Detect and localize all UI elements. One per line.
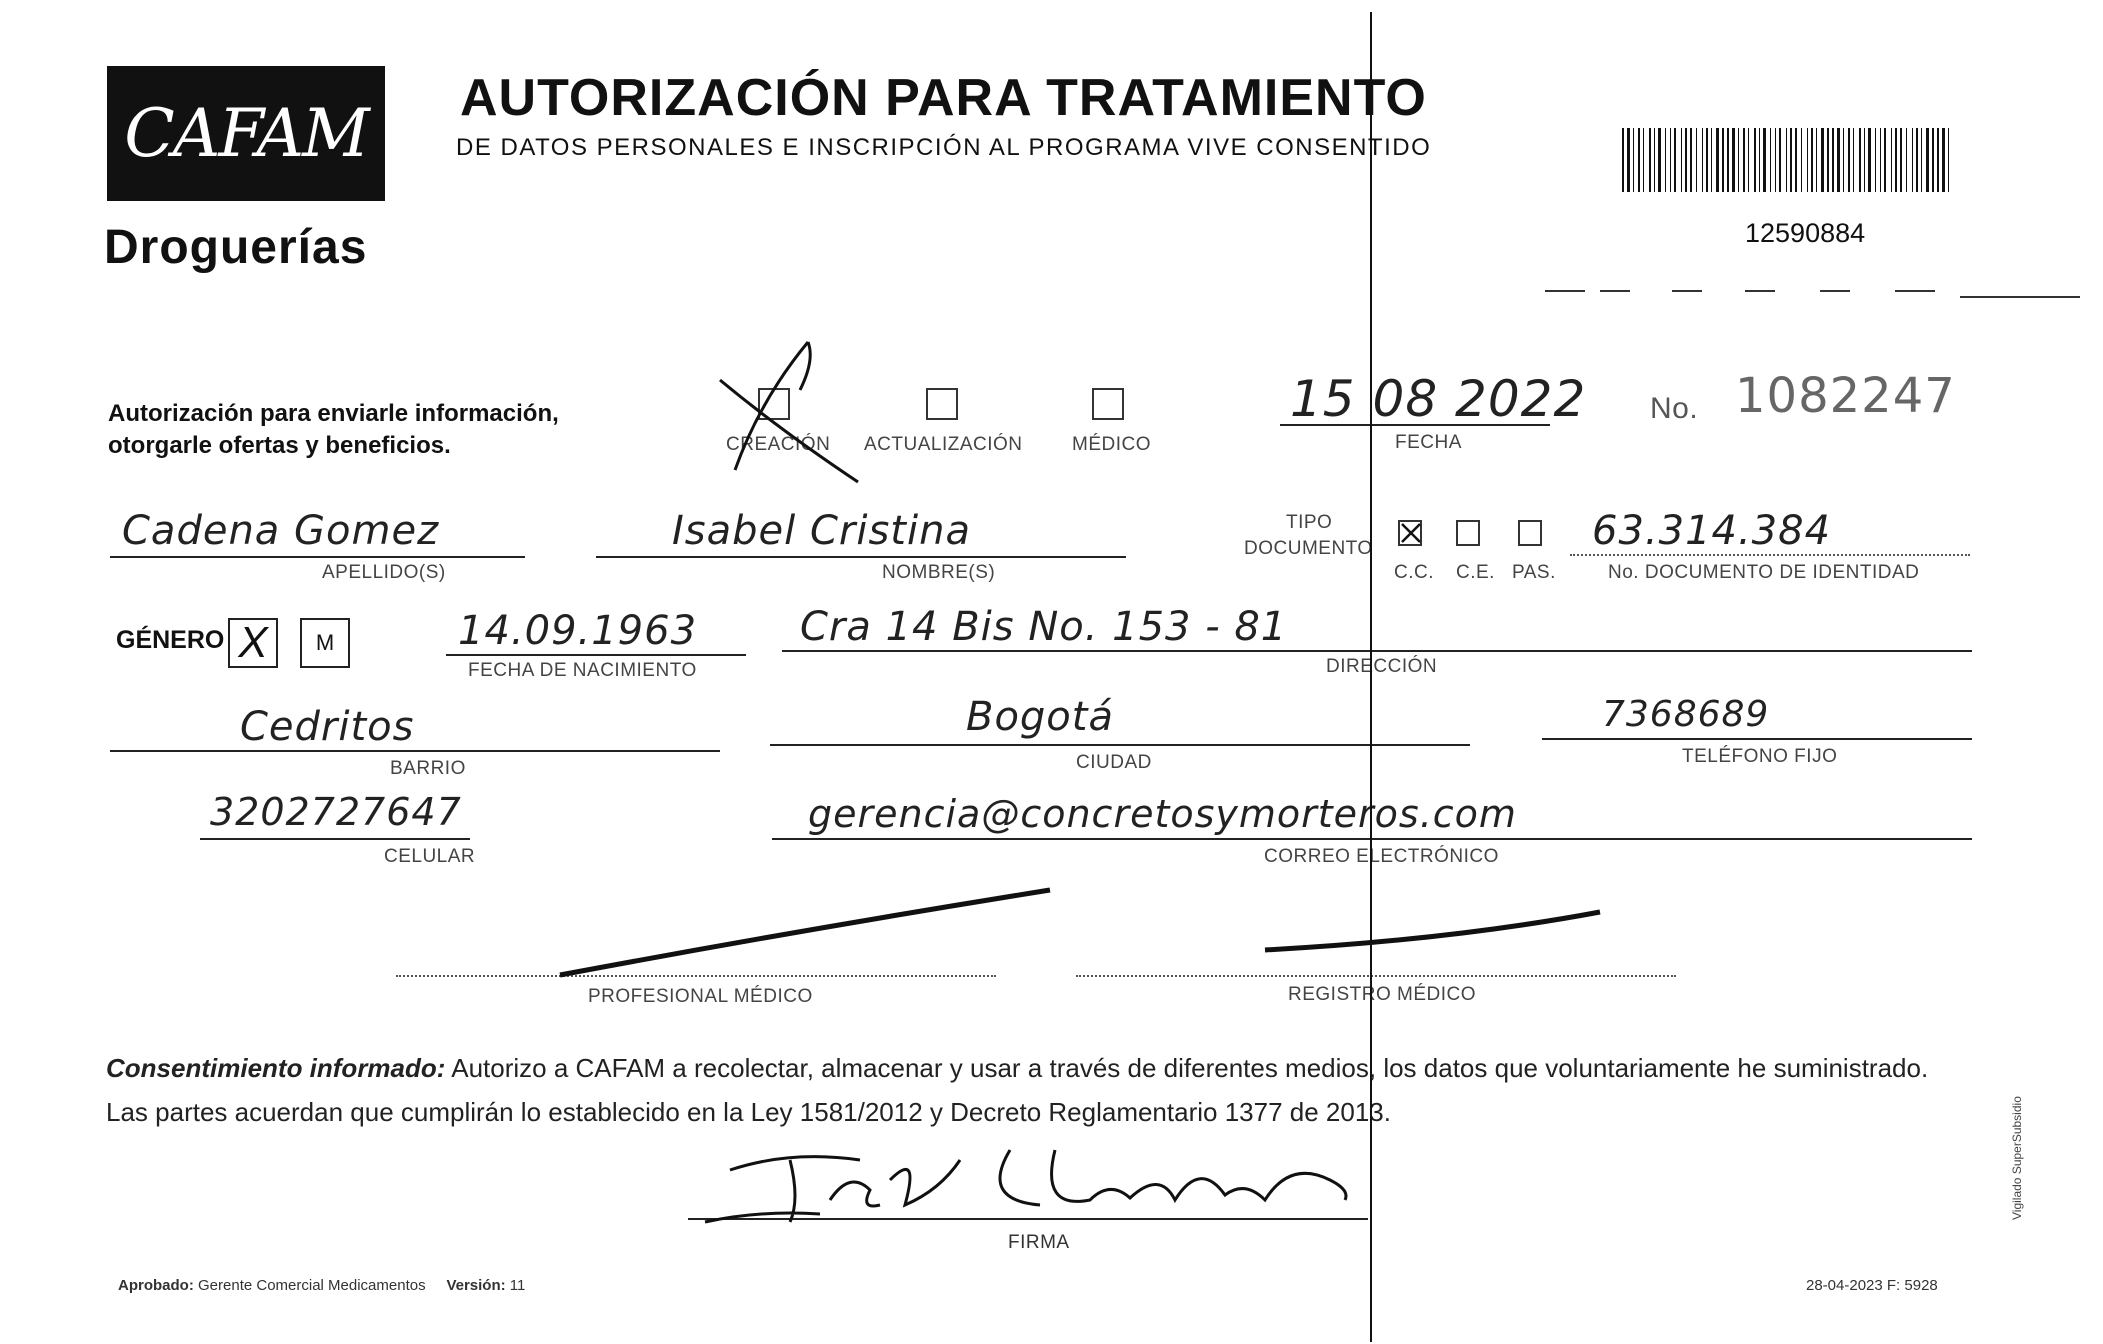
celular-label: CELULAR xyxy=(384,846,476,867)
registro-signature-stroke xyxy=(1265,912,1600,950)
apellidos-label: APELLIDO(S) xyxy=(322,562,446,583)
creacion-cross-stroke-2 xyxy=(735,342,810,470)
version-label: Versión: xyxy=(446,1277,506,1294)
intro-line-2: otorgarle ofertas y beneficios. xyxy=(108,432,451,459)
barrio-value[interactable]: Cedritos xyxy=(240,704,415,750)
consent-text-1: Autorizo a CAFAM a recolectar, almacenar y usar a través de diferentes medios, los datos que voluntariamente he suministrado. xyxy=(445,1053,1929,1083)
genero-m-label: M xyxy=(315,630,335,655)
telefono-value[interactable]: 7368689 xyxy=(1602,694,1770,735)
creacion-label: CREACIÓN xyxy=(726,434,831,455)
barcode-number: 12590884 xyxy=(1745,218,1866,248)
brand-subtitle: Droguerías xyxy=(104,221,368,274)
tipo-doc-label-2: DOCUMENTO xyxy=(1244,538,1373,559)
aprobado-value: Gerente Comercial Medicamentos xyxy=(198,1277,426,1294)
celular-value[interactable]: 3202727647 xyxy=(210,790,462,834)
genero-f-mark: X xyxy=(238,618,268,667)
date-value[interactable]: 15 08 2022 xyxy=(1290,370,1587,428)
creacion-cross-stroke-1 xyxy=(720,380,858,482)
date-label: FECHA xyxy=(1395,432,1462,453)
medico-label: MÉDICO xyxy=(1072,434,1151,455)
ciudad-label: CIUDAD xyxy=(1076,752,1152,773)
correo-label: CORREO ELECTRÓNICO xyxy=(1264,846,1499,867)
ce-label: C.E. xyxy=(1456,562,1495,583)
number-label: No. xyxy=(1650,392,1699,425)
nombres-value[interactable]: Isabel Cristina xyxy=(672,508,971,554)
address-label: DIRECCIÓN xyxy=(1326,656,1438,677)
birth-label: FECHA DE NACIMIENTO xyxy=(468,660,697,681)
firma-signature-stroke xyxy=(705,1150,1346,1222)
intro-line-1: Autorización para enviarle información, xyxy=(108,400,559,427)
registro-label: REGISTRO MÉDICO xyxy=(1288,984,1477,1005)
birth-value[interactable]: 14.09.1963 xyxy=(458,608,698,654)
version-value: 11 xyxy=(509,1277,526,1294)
firma-label: FIRMA xyxy=(1008,1232,1070,1253)
actualizacion-label: ACTUALIZACIÓN xyxy=(864,434,1023,455)
pas-label: PAS. xyxy=(1512,562,1556,583)
side-vigilado-text: Vigilado SuperSubsidio xyxy=(2010,1096,2024,1220)
genero-label: GÉNERO xyxy=(116,626,225,654)
nombres-label: NOMBRE(S) xyxy=(882,562,996,583)
documento-label: No. DOCUMENTO DE IDENTIDAD xyxy=(1608,562,1920,583)
profesional-signature-stroke xyxy=(560,890,1050,975)
apellidos-value[interactable]: Cadena Gomez xyxy=(122,508,440,554)
address-value[interactable]: Cra 14 Bis No. 153 - 81 xyxy=(800,604,1288,650)
profesional-label: PROFESIONAL MÉDICO xyxy=(588,986,813,1007)
telefono-label: TELÉFONO FIJO xyxy=(1682,746,1838,767)
form-title: AUTORIZACIÓN PARA TRATAMIENTO xyxy=(460,69,1427,127)
logo-text: CAFAM xyxy=(124,95,368,172)
tipo-doc-label: TIPO xyxy=(1286,512,1333,533)
cc-label: C.C. xyxy=(1394,562,1434,583)
footer-right: 28-04-2023 F: 5928 xyxy=(1806,1277,1938,1294)
form-subtitle: DE DATOS PERSONALES E INSCRIPCIÓN AL PROGRAMA VIVE CONSENTIDO xyxy=(456,134,1432,161)
aprobado-label: Aprobado: xyxy=(118,1277,194,1294)
barrio-label: BARRIO xyxy=(390,758,466,779)
consent-line-2: Las partes acuerdan que cumplirán lo establecido en la Ley 1581/2012 y Decreto Reglamentario 1377 de 2013. xyxy=(106,1097,1391,1127)
documento-value[interactable]: 63.314.384 xyxy=(1592,508,1832,554)
number-value: 1082247 xyxy=(1735,368,1956,424)
consent-bold: Consentimiento informado: xyxy=(106,1053,446,1083)
cc-check-mark xyxy=(1402,524,1420,542)
ciudad-value[interactable]: Bogotá xyxy=(966,694,1114,740)
correo-value[interactable]: gerencia@concretosymorteros.com xyxy=(808,792,1517,836)
